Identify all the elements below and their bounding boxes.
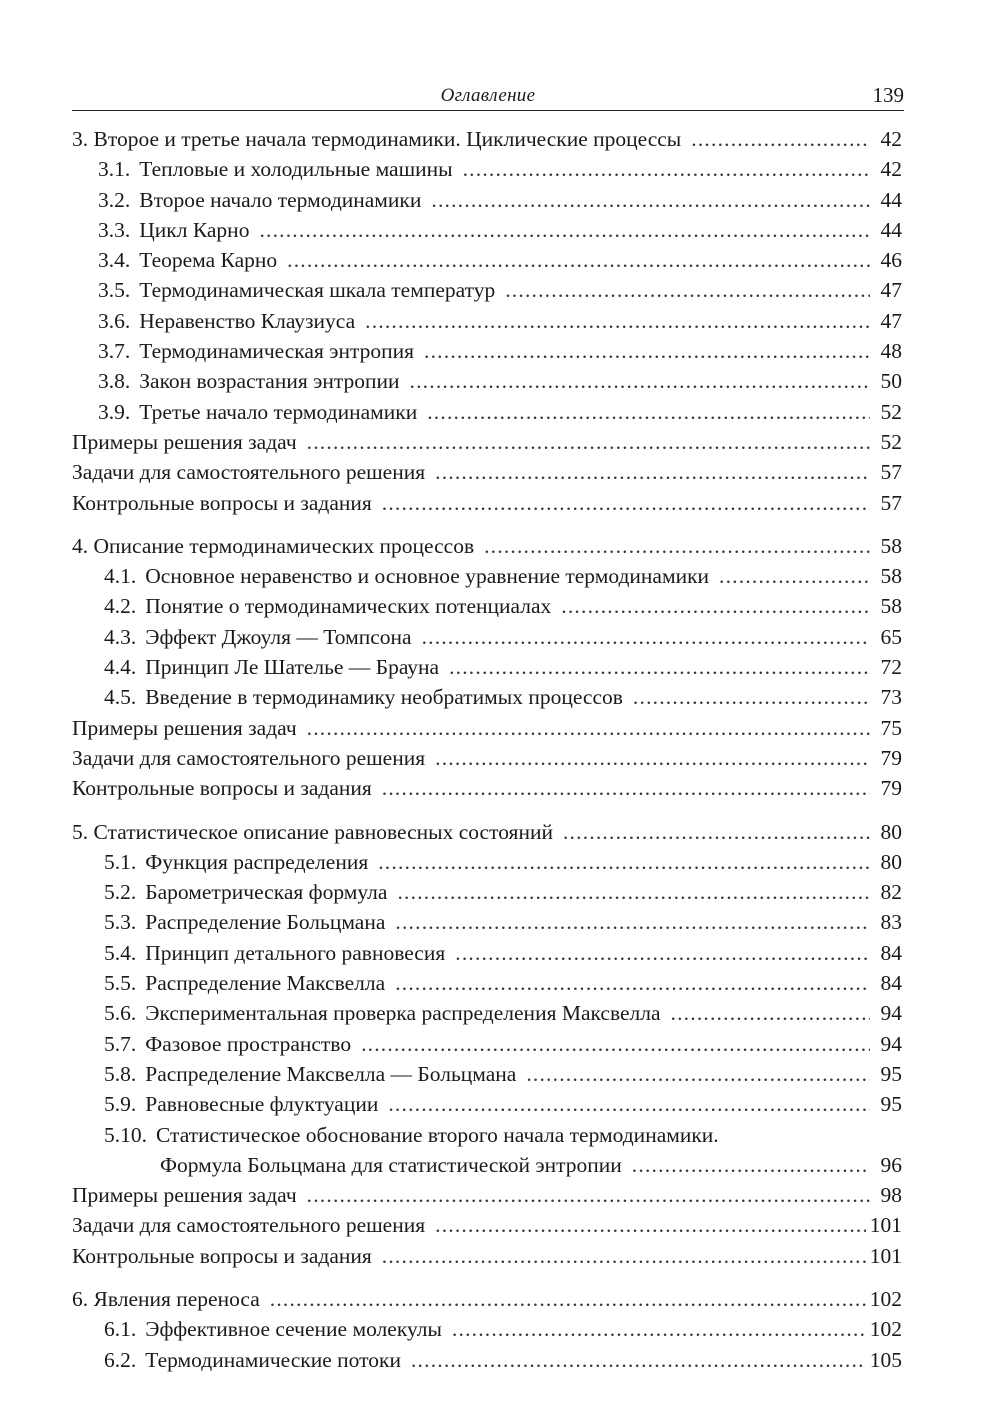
- toc-item-6-2[interactable]: [72, 1345, 902, 1375]
- toc-item-number: 5.10.: [104, 1122, 147, 1147]
- dot-leader: [411, 1345, 866, 1375]
- dot-leader: [410, 366, 870, 396]
- toc-item-title: Распределение Максвелла: [145, 971, 386, 996]
- dot-leader: [505, 275, 870, 305]
- toc-examples-5[interactable]: [72, 1180, 902, 1210]
- toc-item-page: 94: [880, 1001, 902, 1026]
- dot-leader: [455, 938, 870, 968]
- toc-item-number: 4.1.: [104, 564, 137, 589]
- toc-item-number: 5.7.: [104, 1031, 137, 1056]
- toc-item-title: Третье начало термодинамики: [139, 399, 418, 424]
- toc-item-5-1[interactable]: [72, 847, 902, 877]
- toc-item-5-7[interactable]: [72, 1029, 902, 1059]
- toc-item-number: 6.1.: [104, 1317, 137, 1342]
- toc-item-title: Принцип детального равновесия: [145, 940, 446, 965]
- dot-leader: [395, 907, 870, 937]
- toc-entry-title: Задачи для самостоятельного решения: [72, 460, 426, 485]
- toc-item-3-7[interactable]: [72, 336, 902, 366]
- toc-item-page: 46: [880, 248, 902, 273]
- dot-leader: [449, 652, 870, 682]
- toc-entry-page: 57: [880, 460, 902, 485]
- toc-item-page: 105: [869, 1347, 902, 1372]
- toc-entry-title: 5. Статистическое описание равновесных состояний: [72, 819, 553, 844]
- toc-exercises-3[interactable]: [72, 457, 902, 487]
- table-of-contents: [72, 124, 902, 1375]
- toc-item-title: Термодинамическая шкала температур: [139, 278, 496, 303]
- toc-item-5-10-line1[interactable]: [72, 1120, 902, 1150]
- toc-entry-page: 79: [880, 776, 902, 801]
- toc-item-page: 58: [880, 564, 902, 589]
- toc-exercises-4[interactable]: [72, 743, 902, 773]
- toc-entry-page: 75: [880, 715, 902, 740]
- toc-item-number: 5.4.: [104, 940, 137, 965]
- toc-item-number: 5.5.: [104, 971, 137, 996]
- toc-item-number: 4.2.: [104, 594, 137, 619]
- toc-item-page: 102: [869, 1317, 902, 1342]
- dot-leader: [427, 397, 870, 427]
- toc-item-5-3[interactable]: [72, 907, 902, 937]
- toc-item-number: 3.2.: [98, 187, 131, 212]
- page-number: 139: [872, 83, 904, 107]
- toc-entry-page: 101: [869, 1243, 902, 1268]
- dot-leader: [307, 1180, 870, 1210]
- dot-leader: [365, 306, 870, 336]
- dot-leader: [526, 1059, 870, 1089]
- dot-leader: [431, 185, 870, 215]
- toc-item-3-3[interactable]: [72, 215, 902, 245]
- toc-item-3-8[interactable]: [72, 366, 902, 396]
- toc-item-number: 5.2.: [104, 880, 137, 905]
- toc-item-page: 94: [880, 1031, 902, 1056]
- toc-entry-page: 98: [880, 1183, 902, 1208]
- toc-item-4-4[interactable]: [72, 652, 902, 682]
- toc-item-title: Термодинамические потоки: [145, 1347, 401, 1372]
- dot-leader: [435, 743, 870, 773]
- dot-leader: [382, 1241, 866, 1271]
- toc-entry-page: 57: [880, 490, 902, 515]
- dot-leader: [484, 531, 870, 561]
- toc-exercises-5[interactable]: [72, 1210, 902, 1240]
- toc-item-title: Цикл Карно: [139, 217, 250, 242]
- toc-chapter-5[interactable]: [72, 817, 902, 847]
- toc-item-number: 3.1.: [98, 157, 131, 182]
- toc-item-5-9[interactable]: [72, 1089, 902, 1119]
- toc-questions-3[interactable]: [72, 488, 902, 518]
- toc-item-number: 3.6.: [98, 308, 131, 333]
- dot-leader: [287, 245, 870, 275]
- toc-item-page: 72: [880, 655, 902, 680]
- toc-entry-page: 102: [869, 1286, 902, 1311]
- toc-item-3-1[interactable]: [72, 154, 902, 184]
- toc-item-number: 3.8.: [98, 369, 131, 394]
- toc-entry-title: Задачи для самостоятельного решения: [72, 1213, 426, 1238]
- toc-questions-4[interactable]: [72, 773, 902, 803]
- toc-item-title: Закон возрастания энтропии: [139, 369, 400, 394]
- toc-item-page: 80: [880, 849, 902, 874]
- dot-leader: [307, 713, 870, 743]
- toc-item-title: Статистическое обоснование второго начала термодинамики.: [156, 1122, 719, 1147]
- toc-chapter-3[interactable]: [72, 124, 902, 154]
- toc-entry-title: 4. Описание термодинамических процессов: [72, 533, 475, 558]
- toc-entry-page: 80: [880, 819, 902, 844]
- running-title: Оглавление: [440, 85, 536, 106]
- toc-item-number: 3.7.: [98, 339, 131, 364]
- toc-chapter-4[interactable]: [72, 531, 902, 561]
- dot-leader: [307, 427, 870, 457]
- dot-leader: [563, 817, 870, 847]
- toc-item-4-2[interactable]: [72, 591, 902, 621]
- running-header: [72, 84, 904, 111]
- toc-item-3-9[interactable]: [72, 397, 902, 427]
- toc-item-page: 52: [880, 399, 902, 424]
- toc-item-title: Эффект Джоуля — Томпсона: [145, 624, 412, 649]
- toc-item-title: Неравенство Клаузиуса: [139, 308, 356, 333]
- toc-item-page: 58: [880, 594, 902, 619]
- toc-item-number: 3.3.: [98, 217, 131, 242]
- dot-leader: [270, 1284, 866, 1314]
- toc-item-5-8[interactable]: [72, 1059, 902, 1089]
- toc-item-page: 84: [880, 971, 902, 996]
- toc-entry-page: 52: [880, 429, 902, 454]
- dot-leader: [382, 488, 870, 518]
- toc-item-title: Барометрическая формула: [145, 880, 388, 905]
- toc-questions-5[interactable]: [72, 1241, 902, 1271]
- toc-item-page: 47: [880, 308, 902, 333]
- dot-leader: [632, 1150, 870, 1180]
- toc-item-title: Теорема Карно: [139, 248, 278, 273]
- toc-entry-title: Контрольные вопросы и задания: [72, 490, 372, 515]
- dot-leader: [397, 877, 870, 907]
- toc-item-title: Эффективное сечение молекулы: [145, 1317, 442, 1342]
- toc-item-page: 96: [880, 1152, 902, 1177]
- toc-item-page: 95: [880, 1092, 902, 1117]
- dot-leader: [435, 1210, 866, 1240]
- toc-item-3-6[interactable]: [72, 306, 902, 336]
- toc-item-page: 44: [880, 217, 902, 242]
- toc-entry-page: 79: [880, 745, 902, 770]
- toc-item-title: Равновесные флуктуации: [145, 1092, 379, 1117]
- toc-item-number: 4.3.: [104, 624, 137, 649]
- toc-item-number: 3.9.: [98, 399, 131, 424]
- toc-item-6-1[interactable]: [72, 1314, 902, 1344]
- toc-item-title: Фазовое пространство: [145, 1031, 352, 1056]
- toc-examples-3[interactable]: [72, 427, 902, 457]
- toc-item-title: Термодинамическая энтропия: [139, 339, 415, 364]
- toc-item-number: 5.9.: [104, 1092, 137, 1117]
- toc-item-page: 73: [880, 685, 902, 710]
- toc-item-page: 50: [880, 369, 902, 394]
- section-gap: [72, 518, 902, 531]
- toc-item-page: 44: [880, 187, 902, 212]
- toc-item-page: 84: [880, 940, 902, 965]
- dot-leader: [633, 682, 870, 712]
- toc-item-page: 82: [880, 880, 902, 905]
- section-gap: [72, 1271, 902, 1284]
- toc-item-number: 5.6.: [104, 1001, 137, 1026]
- toc-item-number: 4.4.: [104, 655, 137, 680]
- toc-item-number: 4.5.: [104, 685, 137, 710]
- toc-item-5-6[interactable]: [72, 998, 902, 1028]
- toc-entry-page: 58: [880, 533, 902, 558]
- toc-item-title: Распределение Больцмана: [145, 910, 386, 935]
- dot-leader: [463, 154, 870, 184]
- toc-item-number: 5.1.: [104, 849, 137, 874]
- toc-item-title: Функция распределения: [145, 849, 369, 874]
- toc-entry-title: 6. Явления переноса: [72, 1286, 260, 1311]
- toc-examples-4[interactable]: [72, 713, 902, 743]
- toc-item-5-4[interactable]: [72, 938, 902, 968]
- toc-item-number: 5.3.: [104, 910, 137, 935]
- toc-item-4-1[interactable]: [72, 561, 902, 591]
- toc-item-title-continued: Формула Больцмана для статистической энтропии: [160, 1152, 622, 1177]
- dot-leader: [382, 773, 870, 803]
- dot-leader: [561, 591, 870, 621]
- toc-item-4-3[interactable]: [72, 622, 902, 652]
- dot-leader: [378, 847, 870, 877]
- toc-item-number: 3.5.: [98, 278, 131, 303]
- toc-entry-title: Контрольные вопросы и задания: [72, 776, 372, 801]
- dot-leader: [435, 457, 870, 487]
- dot-leader: [671, 998, 870, 1028]
- toc-item-title: Принцип Ле Шателье — Брауна: [145, 655, 440, 680]
- toc-item-number: 5.8.: [104, 1061, 137, 1086]
- dot-leader: [259, 215, 870, 245]
- toc-item-title: Введение в термодинамику необратимых процессов: [145, 685, 623, 710]
- toc-item-title: Распределение Максвелла — Больцмана: [145, 1061, 517, 1086]
- toc-chapter-6[interactable]: [72, 1284, 902, 1314]
- toc-item-3-4[interactable]: [72, 245, 902, 275]
- toc-item-3-5[interactable]: [72, 275, 902, 305]
- toc-entry-page: 101: [869, 1213, 902, 1238]
- toc-item-title: Основное неравенство и основное уравнение термодинамики: [145, 564, 710, 589]
- toc-entry-title: Контрольные вопросы и задания: [72, 1243, 372, 1268]
- toc-entry-page: 42: [880, 127, 902, 151]
- dot-leader: [422, 622, 870, 652]
- toc-item-page: 65: [880, 624, 902, 649]
- toc-entry-title: Задачи для самостоятельного решения: [72, 745, 426, 770]
- toc-item-5-2[interactable]: [72, 877, 902, 907]
- toc-item-title: Тепловые и холодильные машины: [139, 157, 453, 182]
- toc-entry-title: Примеры решения задач: [72, 1183, 297, 1208]
- toc-item-4-5[interactable]: [72, 682, 902, 712]
- toc-item-page: 48: [880, 339, 902, 364]
- toc-item-page: 47: [880, 278, 902, 303]
- toc-item-title: Экспериментальная проверка распределения Максвелла: [145, 1001, 661, 1026]
- toc-item-page: 83: [880, 910, 902, 935]
- dot-leader: [388, 1089, 870, 1119]
- toc-item-5-10-line2[interactable]: [72, 1150, 902, 1180]
- dot-leader: [395, 968, 870, 998]
- toc-item-5-5[interactable]: [72, 968, 902, 998]
- toc-item-number: 6.2.: [104, 1347, 137, 1372]
- toc-item-page: 95: [880, 1061, 902, 1086]
- dot-leader: [719, 561, 870, 591]
- toc-entry-title: Примеры решения задач: [72, 429, 297, 454]
- dot-leader: [452, 1314, 866, 1344]
- toc-item-number: 3.4.: [98, 248, 131, 273]
- toc-entry-title: Примеры решения задач: [72, 715, 297, 740]
- dot-leader: [691, 124, 870, 154]
- toc-entry-title: 3. Второе и третье начала термодинамики. Циклические процессы: [72, 127, 682, 151]
- section-gap: [72, 804, 902, 817]
- toc-item-3-2[interactable]: [72, 185, 902, 215]
- dot-leader: [361, 1029, 870, 1059]
- toc-item-page: 42: [880, 157, 902, 182]
- toc-item-title: Понятие о термодинамических потенциалах: [145, 594, 552, 619]
- toc-item-title: Второе начало термодинамики: [139, 187, 422, 212]
- dot-leader: [424, 336, 870, 366]
